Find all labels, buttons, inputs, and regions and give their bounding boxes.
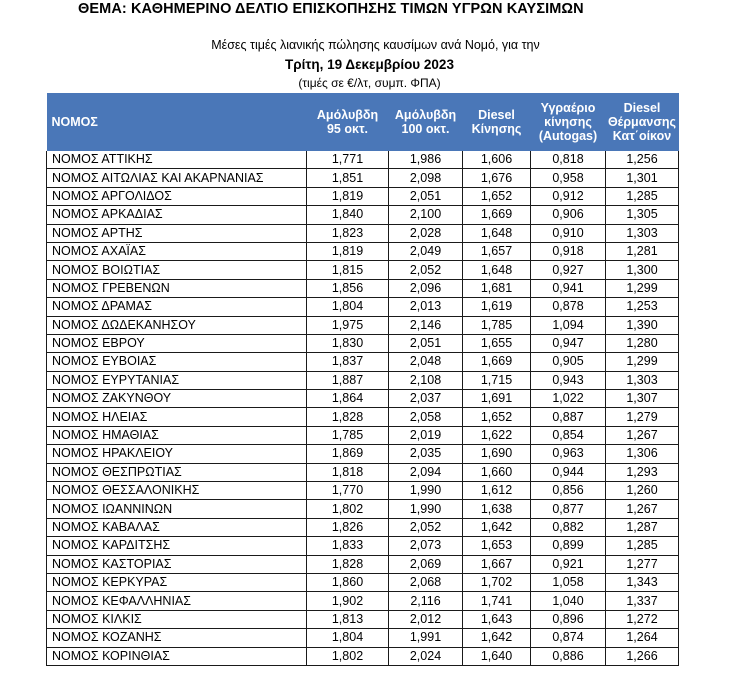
- price-unleaded-95: 1,975: [307, 316, 389, 334]
- price-autogas: 1,022: [531, 390, 606, 408]
- price-diesel-motion: 1,676: [463, 169, 531, 187]
- price-autogas: 0,912: [531, 187, 606, 205]
- table-row: [47, 390, 679, 408]
- price-unleaded-95: 1,819: [307, 242, 389, 260]
- price-diesel-motion: 1,660: [463, 463, 531, 481]
- price-diesel-motion: 1,622: [463, 426, 531, 444]
- prefecture-name: ΝΟΜΟΣ ΚΟΖΑΝΗΣ: [47, 629, 307, 647]
- price-autogas: 0,818: [531, 151, 606, 169]
- prefecture-name: ΝΟΜΟΣ ΚΑΡΔΙΤΣΗΣ: [47, 537, 307, 555]
- prefecture-name: ΝΟΜΟΣ ΑΡΤΗΣ: [47, 224, 307, 242]
- prefecture-name: ΝΟΜΟΣ ΗΜΑΘΙΑΣ: [47, 426, 307, 444]
- price-heating-diesel: 1,337: [606, 592, 679, 610]
- price-unleaded-95: 1,840: [307, 206, 389, 224]
- price-autogas: 0,854: [531, 426, 606, 444]
- price-diesel-motion: 1,741: [463, 592, 531, 610]
- price-diesel-motion: 1,667: [463, 555, 531, 573]
- price-diesel-motion: 1,648: [463, 224, 531, 242]
- table-row: [47, 298, 679, 316]
- table-row: [47, 426, 679, 444]
- table-header-row: [47, 93, 679, 151]
- header-unleaded-95: [307, 93, 389, 151]
- prefecture-name: ΝΟΜΟΣ ΗΛΕΙΑΣ: [47, 408, 307, 426]
- prefecture-name: ΝΟΜΟΣ ΕΥΒΟΙΑΣ: [47, 353, 307, 371]
- price-diesel-motion: 1,715: [463, 371, 531, 389]
- price-unleaded-95: 1,813: [307, 610, 389, 628]
- header-autogas: [531, 93, 606, 151]
- prefecture-name: ΝΟΜΟΣ ΑΡΓΟΛΙΔΟΣ: [47, 187, 307, 205]
- price-autogas: 0,927: [531, 261, 606, 279]
- price-diesel-motion: 1,648: [463, 261, 531, 279]
- price-diesel-motion: 1,619: [463, 298, 531, 316]
- price-heating-diesel: 1,306: [606, 445, 679, 463]
- price-unleaded-100: 2,073: [389, 537, 463, 555]
- table-row: [47, 242, 679, 260]
- table-row: [47, 518, 679, 536]
- document-subtitle: Μέσες τιμές λιανικής πώλησης καυσίμων ανά Νομό, για την: [211, 38, 540, 52]
- price-unleaded-100: 2,028: [389, 224, 463, 242]
- prefecture-name: ΝΟΜΟΣ ΚΙΛΚΙΣ: [47, 610, 307, 628]
- price-heating-diesel: 1,305: [606, 206, 679, 224]
- table-row: [47, 537, 679, 555]
- header-line: Θέρμανσης: [607, 115, 677, 129]
- prefecture-name: ΝΟΜΟΣ ΑΙΤΩΛΙΑΣ ΚΑΙ ΑΚΑΡΝΑΝΙΑΣ: [47, 169, 307, 187]
- table-row: [47, 408, 679, 426]
- price-unleaded-95: 1,828: [307, 555, 389, 573]
- prefecture-name: ΝΟΜΟΣ ΚΟΡΙΝΘΙΑΣ: [47, 647, 307, 665]
- table-row: [47, 316, 679, 334]
- header-prefecture: [47, 93, 307, 151]
- price-autogas: 0,906: [531, 206, 606, 224]
- prefecture-name: ΝΟΜΟΣ ΑΧΑΪΑΣ: [47, 242, 307, 260]
- price-autogas: 0,958: [531, 169, 606, 187]
- prefecture-name: ΝΟΜΟΣ ΑΤΤΙΚΗΣ: [47, 151, 307, 169]
- price-heating-diesel: 1,287: [606, 518, 679, 536]
- price-unleaded-100: 2,013: [389, 298, 463, 316]
- price-unleaded-100: 2,019: [389, 426, 463, 444]
- price-heating-diesel: 1,303: [606, 371, 679, 389]
- prefecture-name: ΝΟΜΟΣ ΚΕΦΑΛΛΗΝΙΑΣ: [47, 592, 307, 610]
- price-diesel-motion: 1,655: [463, 334, 531, 352]
- prefecture-name: ΝΟΜΟΣ ΓΡΕΒΕΝΩΝ: [47, 279, 307, 297]
- price-diesel-motion: 1,691: [463, 390, 531, 408]
- price-diesel-motion: 1,638: [463, 500, 531, 518]
- header-unleaded-100: [389, 93, 463, 151]
- price-autogas: 1,094: [531, 316, 606, 334]
- price-unleaded-100: 1,990: [389, 500, 463, 518]
- price-heating-diesel: 1,266: [606, 647, 679, 665]
- price-unleaded-100: 2,058: [389, 408, 463, 426]
- price-unleaded-100: 2,108: [389, 371, 463, 389]
- price-unleaded-95: 1,804: [307, 629, 389, 647]
- price-unleaded-100: 2,024: [389, 647, 463, 665]
- price-autogas: 0,921: [531, 555, 606, 573]
- price-autogas: 0,856: [531, 482, 606, 500]
- price-unleaded-95: 1,860: [307, 573, 389, 591]
- price-diesel-motion: 1,652: [463, 408, 531, 426]
- prefecture-name: ΝΟΜΟΣ ΔΩΔΕΚΑΝΗΣΟΥ: [47, 316, 307, 334]
- header-heating-diesel: [606, 93, 679, 151]
- prefecture-name: ΝΟΜΟΣ ΕΥΡΥΤΑΝΙΑΣ: [47, 371, 307, 389]
- price-unleaded-95: 1,851: [307, 169, 389, 187]
- document-topic: ΘΕΜΑ: ΚΑΘΗΜΕΡΙΝΟ ΔΕΛΤΙΟ ΕΠΙΣΚΟΠΗΣΗΣ ΤΙΜΩΝ ΥΓΡΩΝ ΚΑΥΣΙΜΩΝ: [78, 1, 584, 17]
- price-heating-diesel: 1,277: [606, 555, 679, 573]
- header-diesel-motion: [463, 93, 531, 151]
- header-line: Αμόλυβδη: [394, 108, 457, 122]
- prefecture-name: ΝΟΜΟΣ ΚΕΡΚΥΡΑΣ: [47, 573, 307, 591]
- table-row: [47, 592, 679, 610]
- price-diesel-motion: 1,606: [463, 151, 531, 169]
- prefecture-name: ΝΟΜΟΣ ΑΡΚΑΔΙΑΣ: [47, 206, 307, 224]
- price-unleaded-100: 2,096: [389, 279, 463, 297]
- price-unleaded-100: 2,100: [389, 206, 463, 224]
- price-unleaded-100: 1,991: [389, 629, 463, 647]
- price-unleaded-100: 2,051: [389, 187, 463, 205]
- price-autogas: 0,899: [531, 537, 606, 555]
- prefecture-name: ΝΟΜΟΣ ΘΕΣΠΡΩΤΙΑΣ: [47, 463, 307, 481]
- price-heating-diesel: 1,285: [606, 537, 679, 555]
- price-diesel-motion: 1,702: [463, 573, 531, 591]
- price-unleaded-100: 2,068: [389, 573, 463, 591]
- price-diesel-motion: 1,669: [463, 353, 531, 371]
- table-row: [47, 279, 679, 297]
- price-heating-diesel: 1,293: [606, 463, 679, 481]
- header-line: Υγραέριο: [540, 101, 596, 115]
- prefecture-name: ΝΟΜΟΣ ΘΕΣΣΑΛΟΝΙΚΗΣ: [47, 482, 307, 500]
- header-line: 95 οκτ.: [326, 122, 369, 136]
- price-unleaded-100: 2,048: [389, 353, 463, 371]
- price-autogas: 0,896: [531, 610, 606, 628]
- price-diesel-motion: 1,669: [463, 206, 531, 224]
- price-unleaded-100: 2,146: [389, 316, 463, 334]
- price-heating-diesel: 1,300: [606, 261, 679, 279]
- price-unleaded-95: 1,887: [307, 371, 389, 389]
- price-unleaded-100: 2,037: [389, 390, 463, 408]
- table-row: [47, 573, 679, 591]
- header-line: Diesel: [623, 101, 661, 115]
- price-autogas: 0,886: [531, 647, 606, 665]
- price-unleaded-95: 1,804: [307, 298, 389, 316]
- price-unleaded-100: 2,052: [389, 261, 463, 279]
- price-diesel-motion: 1,612: [463, 482, 531, 500]
- prefecture-name: ΝΟΜΟΣ ΙΩΑΝΝΙΝΩΝ: [47, 500, 307, 518]
- price-diesel-motion: 1,640: [463, 647, 531, 665]
- price-unleaded-100: 2,049: [389, 242, 463, 260]
- price-heating-diesel: 1,279: [606, 408, 679, 426]
- price-unleaded-95: 1,826: [307, 518, 389, 536]
- price-unleaded-95: 1,833: [307, 537, 389, 555]
- header-line: 100 οκτ.: [401, 122, 450, 136]
- price-unleaded-95: 1,802: [307, 647, 389, 665]
- price-unleaded-95: 1,902: [307, 592, 389, 610]
- price-autogas: 1,040: [531, 592, 606, 610]
- table-body: [47, 151, 679, 665]
- document-units: (τιμές σε €/λτ, συμπ. ΦΠΑ): [298, 76, 441, 90]
- price-diesel-motion: 1,643: [463, 610, 531, 628]
- price-autogas: 1,058: [531, 573, 606, 591]
- header-line: Diesel: [478, 108, 515, 122]
- price-unleaded-100: 1,986: [389, 151, 463, 169]
- price-autogas: 0,874: [531, 629, 606, 647]
- price-diesel-motion: 1,642: [463, 518, 531, 536]
- table-row: [47, 482, 679, 500]
- table-row: [47, 647, 679, 665]
- price-heating-diesel: 1,299: [606, 353, 679, 371]
- table-row: [47, 610, 679, 628]
- table-row: [47, 151, 679, 169]
- header-line: Κατ΄οίκον: [612, 129, 672, 143]
- header-line: ΝΟΜΟΣ: [51, 115, 98, 129]
- price-unleaded-100: 2,094: [389, 463, 463, 481]
- price-diesel-motion: 1,785: [463, 316, 531, 334]
- table-row: [47, 500, 679, 518]
- price-autogas: 0,877: [531, 500, 606, 518]
- price-unleaded-95: 1,864: [307, 390, 389, 408]
- price-heating-diesel: 1,307: [606, 390, 679, 408]
- header-line: κίνησης: [544, 115, 592, 129]
- table-row: [47, 555, 679, 573]
- header-line: (Autogas): [538, 129, 598, 143]
- prefecture-name: ΝΟΜΟΣ ΚΑΣΤΟΡΙΑΣ: [47, 555, 307, 573]
- header-line: Αμόλυβδη: [316, 108, 379, 122]
- price-heating-diesel: 1,267: [606, 500, 679, 518]
- price-autogas: 0,910: [531, 224, 606, 242]
- price-heating-diesel: 1,256: [606, 151, 679, 169]
- header-line: Κίνησης: [471, 122, 522, 136]
- prefecture-name: ΝΟΜΟΣ ΕΒΡΟΥ: [47, 334, 307, 352]
- price-diesel-motion: 1,681: [463, 279, 531, 297]
- price-autogas: 0,882: [531, 518, 606, 536]
- price-unleaded-100: 2,052: [389, 518, 463, 536]
- price-unleaded-95: 1,828: [307, 408, 389, 426]
- price-unleaded-95: 1,856: [307, 279, 389, 297]
- price-heating-diesel: 1,390: [606, 316, 679, 334]
- table-row: [47, 169, 679, 187]
- price-autogas: 0,887: [531, 408, 606, 426]
- price-heating-diesel: 1,281: [606, 242, 679, 260]
- price-heating-diesel: 1,303: [606, 224, 679, 242]
- price-unleaded-100: 2,012: [389, 610, 463, 628]
- price-heating-diesel: 1,285: [606, 187, 679, 205]
- price-autogas: 0,918: [531, 242, 606, 260]
- table-row: [47, 334, 679, 352]
- price-unleaded-95: 1,770: [307, 482, 389, 500]
- price-unleaded-100: 2,116: [389, 592, 463, 610]
- price-unleaded-95: 1,785: [307, 426, 389, 444]
- price-unleaded-95: 1,802: [307, 500, 389, 518]
- table-row: [47, 629, 679, 647]
- table-row: [47, 261, 679, 279]
- price-autogas: 0,941: [531, 279, 606, 297]
- table-row: [47, 371, 679, 389]
- prefecture-name: ΝΟΜΟΣ ΔΡΑΜΑΣ: [47, 298, 307, 316]
- price-diesel-motion: 1,690: [463, 445, 531, 463]
- price-unleaded-100: 2,098: [389, 169, 463, 187]
- prefecture-name: ΝΟΜΟΣ ΚΑΒΑΛΑΣ: [47, 518, 307, 536]
- price-unleaded-95: 1,869: [307, 445, 389, 463]
- price-unleaded-95: 1,771: [307, 151, 389, 169]
- price-heating-diesel: 1,280: [606, 334, 679, 352]
- document-date: Τρίτη, 19 Δεκεμβρίου 2023: [285, 57, 454, 72]
- price-unleaded-95: 1,823: [307, 224, 389, 242]
- fuel-prices-table: [46, 93, 679, 666]
- price-unleaded-95: 1,830: [307, 334, 389, 352]
- price-heating-diesel: 1,253: [606, 298, 679, 316]
- price-unleaded-95: 1,818: [307, 463, 389, 481]
- price-autogas: 0,963: [531, 445, 606, 463]
- price-unleaded-100: 2,051: [389, 334, 463, 352]
- price-unleaded-100: 1,990: [389, 482, 463, 500]
- prefecture-name: ΝΟΜΟΣ ΖΑΚΥΝΘΟΥ: [47, 390, 307, 408]
- price-heating-diesel: 1,260: [606, 482, 679, 500]
- price-diesel-motion: 1,657: [463, 242, 531, 260]
- table-row: [47, 206, 679, 224]
- price-unleaded-100: 2,035: [389, 445, 463, 463]
- price-diesel-motion: 1,652: [463, 187, 531, 205]
- prefecture-name: ΝΟΜΟΣ ΗΡΑΚΛΕΙΟΥ: [47, 445, 307, 463]
- price-unleaded-95: 1,819: [307, 187, 389, 205]
- price-diesel-motion: 1,642: [463, 629, 531, 647]
- price-autogas: 0,947: [531, 334, 606, 352]
- price-heating-diesel: 1,301: [606, 169, 679, 187]
- price-heating-diesel: 1,264: [606, 629, 679, 647]
- price-autogas: 0,943: [531, 371, 606, 389]
- price-autogas: 0,944: [531, 463, 606, 481]
- price-autogas: 0,878: [531, 298, 606, 316]
- prefecture-name: ΝΟΜΟΣ ΒΟΙΩΤΙΑΣ: [47, 261, 307, 279]
- price-unleaded-95: 1,815: [307, 261, 389, 279]
- price-heating-diesel: 1,267: [606, 426, 679, 444]
- table-row: [47, 445, 679, 463]
- table-row: [47, 224, 679, 242]
- price-heating-diesel: 1,272: [606, 610, 679, 628]
- price-unleaded-100: 2,069: [389, 555, 463, 573]
- table-row: [47, 353, 679, 371]
- table-row: [47, 187, 679, 205]
- table-row: [47, 463, 679, 481]
- price-unleaded-95: 1,837: [307, 353, 389, 371]
- price-diesel-motion: 1,653: [463, 537, 531, 555]
- price-heating-diesel: 1,299: [606, 279, 679, 297]
- price-autogas: 0,905: [531, 353, 606, 371]
- price-heating-diesel: 1,343: [606, 573, 679, 591]
